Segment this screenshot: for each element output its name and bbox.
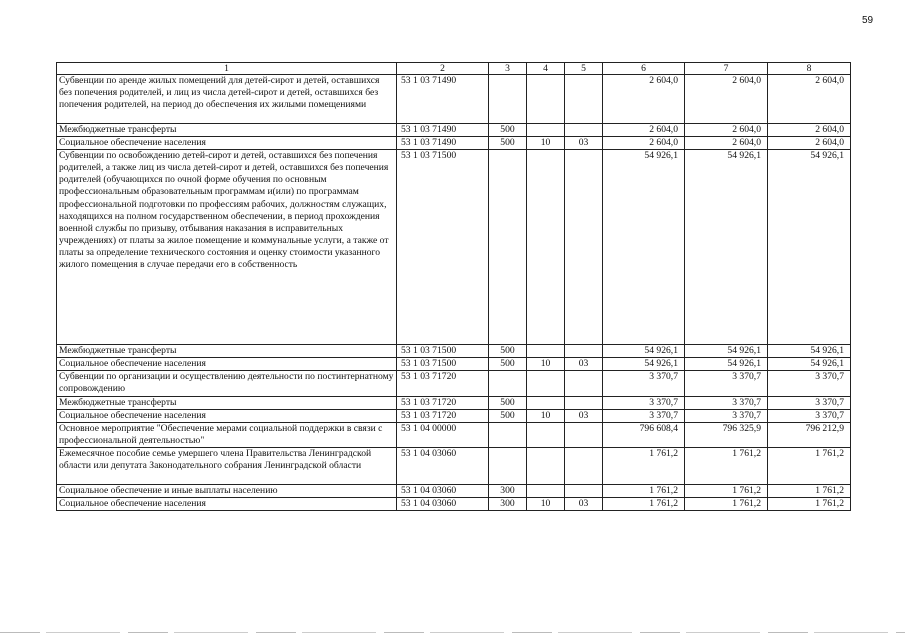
- table-row: [57, 409, 851, 422]
- subsection: 03: [565, 498, 603, 511]
- amount-year-2: 1 761,2: [685, 498, 768, 511]
- expense-type: [489, 150, 527, 345]
- expense-type: 300: [489, 498, 527, 511]
- amount-year-2: 2 604,0: [685, 75, 768, 124]
- amount-year-1: 3 370,7: [603, 409, 685, 422]
- expense-type: 500: [489, 396, 527, 409]
- table-row: [57, 358, 851, 371]
- amount-year-3: 3 370,7: [768, 396, 851, 409]
- table-row: [57, 396, 851, 409]
- section: 10: [527, 358, 565, 371]
- expense-type: [489, 75, 527, 124]
- budget-table: [56, 62, 851, 511]
- row-name: Социальное обеспечение населения: [57, 137, 397, 150]
- column-header: 7: [685, 63, 768, 75]
- row-name: Социальное обеспечение и иные выплаты населению: [57, 484, 397, 497]
- row-name: Ежемесячное пособие семье умершего члена Правительства Ленинградской области или депутата Законодательного собрания Ленинградской области: [57, 447, 397, 484]
- section: [527, 124, 565, 137]
- subsection: [565, 150, 603, 345]
- row-name: Межбюджетные трансферты: [57, 124, 397, 137]
- classification-code: 53 1 04 03060: [397, 447, 489, 484]
- table-row: [57, 371, 851, 396]
- expense-type: 500: [489, 345, 527, 358]
- amount-year-1: 1 761,2: [603, 498, 685, 511]
- classification-code: 53 1 03 71500: [397, 150, 489, 345]
- section: 10: [527, 409, 565, 422]
- amount-year-1: 796 608,4: [603, 422, 685, 447]
- classification-code: 53 1 03 71500: [397, 358, 489, 371]
- scan-artifact-line: [0, 632, 905, 633]
- amount-year-2: 3 370,7: [685, 371, 768, 396]
- amount-year-3: 54 926,1: [768, 345, 851, 358]
- amount-year-3: 3 370,7: [768, 371, 851, 396]
- classification-code: 53 1 03 71490: [397, 137, 489, 150]
- table-header-row: [57, 63, 851, 75]
- classification-code: 53 1 04 03060: [397, 484, 489, 497]
- expense-type: 500: [489, 137, 527, 150]
- section: [527, 75, 565, 124]
- section: [527, 345, 565, 358]
- expense-type: 500: [489, 124, 527, 137]
- section: [527, 150, 565, 345]
- subsection: [565, 124, 603, 137]
- amount-year-2: 3 370,7: [685, 396, 768, 409]
- table-row: [57, 345, 851, 358]
- classification-code: 53 1 04 03060: [397, 498, 489, 511]
- table-row: [57, 484, 851, 497]
- subsection: [565, 484, 603, 497]
- amount-year-1: 1 761,2: [603, 484, 685, 497]
- amount-year-3: 796 212,9: [768, 422, 851, 447]
- row-name: Социальное обеспечение населения: [57, 498, 397, 511]
- subsection: 03: [565, 409, 603, 422]
- section: [527, 396, 565, 409]
- subsection: [565, 371, 603, 396]
- expense-type: [489, 422, 527, 447]
- amount-year-2: 1 761,2: [685, 447, 768, 484]
- expense-type: 500: [489, 358, 527, 371]
- column-header: 2: [397, 63, 489, 75]
- column-header: 4: [527, 63, 565, 75]
- classification-code: 53 1 03 71490: [397, 124, 489, 137]
- subsection: [565, 396, 603, 409]
- amount-year-1: 2 604,0: [603, 137, 685, 150]
- table-row: [57, 422, 851, 447]
- classification-code: 53 1 03 71720: [397, 396, 489, 409]
- column-header: 8: [768, 63, 851, 75]
- page-number: 59: [862, 15, 874, 26]
- table-row: [57, 137, 851, 150]
- classification-code: 53 1 03 71720: [397, 371, 489, 396]
- table-row: [57, 124, 851, 137]
- row-name: Субвенции по аренде жилых помещений для детей-сирот и детей, оставшихся без попечения родителей, и лиц из числа детей-сирот и детей, оставшихся без попечения родителей, на период до обеспечения их жилыми помещениями: [57, 75, 397, 124]
- row-name: Межбюджетные трансферты: [57, 396, 397, 409]
- section: [527, 484, 565, 497]
- amount-year-2: 54 926,1: [685, 358, 768, 371]
- subsection: 03: [565, 137, 603, 150]
- amount-year-1: 54 926,1: [603, 345, 685, 358]
- expense-type: 500: [489, 409, 527, 422]
- classification-code: 53 1 03 71500: [397, 345, 489, 358]
- amount-year-1: 2 604,0: [603, 75, 685, 124]
- amount-year-1: 3 370,7: [603, 396, 685, 409]
- row-name: Межбюджетные трансферты: [57, 345, 397, 358]
- table-row: [57, 75, 851, 124]
- row-name: Субвенции по организации и осуществлению деятельности по постинтернатному сопровождению: [57, 371, 397, 396]
- row-name: Субвенции по освобождению детей-сирот и детей, оставшихся без попечения родителей, а также лиц из числа детей-сирот и детей, оставшихся без попечения родителей (обучающихся по очной форме обучения по основным профессиональным образовательным программам и(или) по программам профессиональной подготовки по профессиям рабочих, должностям служащих, находящихся на полном государственном обеспечении, в период прохождения военной службы по призыву, отбывания наказания в исправительных учреждениях) от платы за жилое помещение и коммунальные услуги, а также от платы за определение технического состояния и оценку стоимости указанного жилого помещения в случае передачи его в собственность: [57, 150, 397, 345]
- amount-year-1: 2 604,0: [603, 124, 685, 137]
- classification-code: 53 1 04 00000: [397, 422, 489, 447]
- amount-year-3: 1 761,2: [768, 484, 851, 497]
- table-row: [57, 498, 851, 511]
- amount-year-2: 54 926,1: [685, 345, 768, 358]
- section: [527, 371, 565, 396]
- amount-year-3: 3 370,7: [768, 409, 851, 422]
- amount-year-3: 2 604,0: [768, 75, 851, 124]
- subsection: [565, 75, 603, 124]
- amount-year-3: 2 604,0: [768, 137, 851, 150]
- amount-year-3: 54 926,1: [768, 150, 851, 345]
- amount-year-2: 1 761,2: [685, 484, 768, 497]
- subsection: [565, 422, 603, 447]
- amount-year-1: 1 761,2: [603, 447, 685, 484]
- column-header: 6: [603, 63, 685, 75]
- amount-year-2: 54 926,1: [685, 150, 768, 345]
- subsection: [565, 447, 603, 484]
- classification-code: 53 1 03 71720: [397, 409, 489, 422]
- column-header: 1: [57, 63, 397, 75]
- table-row: [57, 150, 851, 345]
- section: [527, 422, 565, 447]
- amount-year-1: 54 926,1: [603, 150, 685, 345]
- amount-year-3: 54 926,1: [768, 358, 851, 371]
- expense-type: [489, 371, 527, 396]
- section: 10: [527, 498, 565, 511]
- expense-type: [489, 447, 527, 484]
- amount-year-2: 796 325,9: [685, 422, 768, 447]
- table-row: [57, 447, 851, 484]
- amount-year-3: 2 604,0: [768, 124, 851, 137]
- classification-code: 53 1 03 71490: [397, 75, 489, 124]
- row-name: Основное мероприятие "Обеспечение мерами социальной поддержки в связи с профессиональной деятельностью": [57, 422, 397, 447]
- amount-year-2: 2 604,0: [685, 137, 768, 150]
- amount-year-3: 1 761,2: [768, 498, 851, 511]
- amount-year-2: 3 370,7: [685, 409, 768, 422]
- amount-year-1: 3 370,7: [603, 371, 685, 396]
- subsection: 03: [565, 358, 603, 371]
- row-name: Социальное обеспечение населения: [57, 409, 397, 422]
- section: [527, 447, 565, 484]
- column-header: 3: [489, 63, 527, 75]
- column-header: 5: [565, 63, 603, 75]
- expense-type: 300: [489, 484, 527, 497]
- amount-year-3: 1 761,2: [768, 447, 851, 484]
- subsection: [565, 345, 603, 358]
- row-name: Социальное обеспечение населения: [57, 358, 397, 371]
- amount-year-1: 54 926,1: [603, 358, 685, 371]
- amount-year-2: 2 604,0: [685, 124, 768, 137]
- section: 10: [527, 137, 565, 150]
